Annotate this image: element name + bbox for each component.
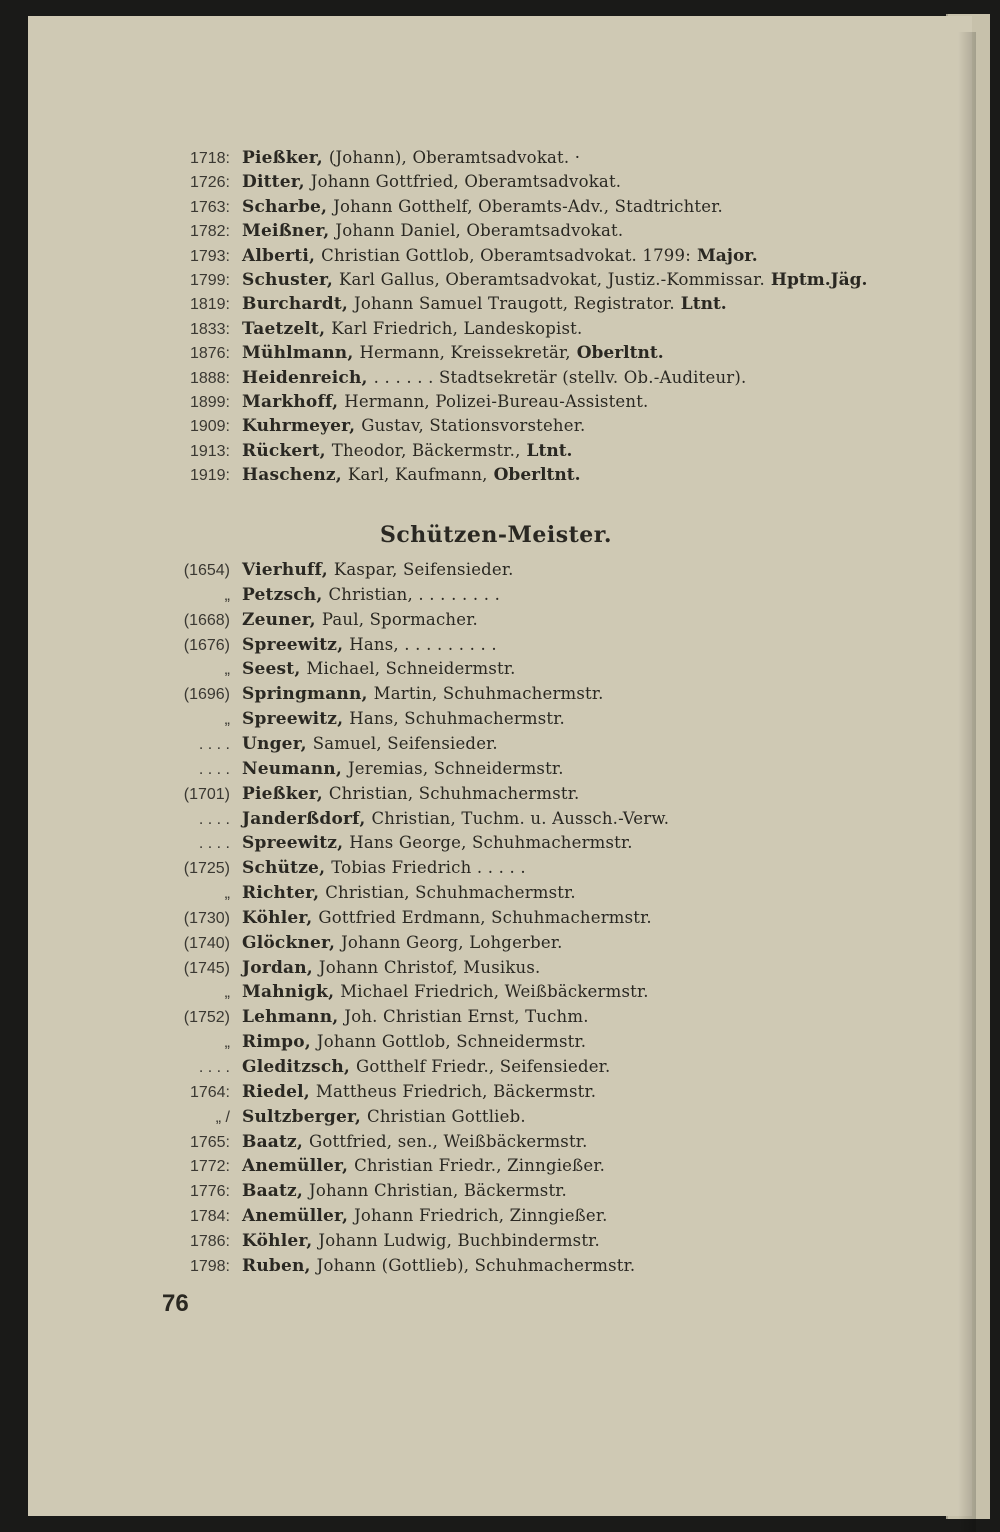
- entry-rank: Oberltnt.: [493, 465, 581, 486]
- list-item: [150, 784, 585, 809]
- list-item: [150, 197, 729, 222]
- list-item: [150, 221, 629, 246]
- entry-year: 1913:: [189, 442, 230, 460]
- entry-details: Johann Georg, Lohgerber.: [341, 932, 563, 952]
- entry-year: 1718:: [189, 150, 230, 167]
- list-item: [150, 833, 639, 858]
- entry-name: Vierhuff,: [242, 560, 328, 580]
- entry-details: Hans, Schuhmachermstr.: [349, 709, 565, 729]
- list-item: [150, 368, 752, 393]
- list-item: [150, 1057, 616, 1082]
- list-item: [150, 1156, 611, 1181]
- entry-year: 1819:: [189, 296, 230, 314]
- entry-details: Hermann, Polizei-Bureau-Assistent.: [344, 392, 649, 411]
- list-item: [150, 734, 504, 759]
- entry-details: Christian, Schuhmachermstr.: [328, 783, 580, 803]
- entry-details: Karl, Kaufmann,: [347, 465, 488, 485]
- entry-year: . . . .: [198, 835, 230, 853]
- entry-year: 1786:: [189, 1232, 230, 1250]
- entry-details: Johann Christian, Bäckermstr.: [309, 1181, 568, 1201]
- entry-name: Spreewitz,: [242, 634, 344, 655]
- entry-details: Johann Ludwig, Buchbindermstr.: [318, 1230, 600, 1250]
- entry-year: 1776:: [189, 1183, 230, 1201]
- entry-name: Baatz,: [242, 1131, 304, 1152]
- list-item: [150, 610, 484, 635]
- entry-name: Rückert,: [242, 440, 326, 461]
- list-item: [150, 635, 503, 660]
- entry-details: Tobias Friedrich . . . . .: [331, 858, 526, 878]
- entry-year: 1793:: [189, 247, 230, 265]
- list-item: [150, 270, 867, 295]
- list-item: [150, 1132, 594, 1157]
- entry-name: Ditter,: [242, 172, 305, 193]
- entry-year: . . . .: [198, 760, 230, 778]
- entry-name: Mahnigk,: [242, 982, 335, 1003]
- entry-year: 1798:: [189, 1257, 230, 1275]
- list-item: [150, 416, 591, 441]
- list-item: [150, 958, 547, 983]
- entry-year: (1745): [183, 959, 230, 977]
- entry-details: Gottfried Erdmann, Schuhmachermstr.: [318, 907, 652, 927]
- list-item: [150, 465, 581, 490]
- entry-details: Johann Christof, Musikus.: [318, 957, 541, 977]
- entry-name: Pießker,: [242, 783, 323, 804]
- entry-details: Johann Gottlob, Schneidermstr.: [316, 1032, 587, 1052]
- list-item: [150, 684, 610, 709]
- list-item: [150, 1082, 602, 1107]
- entry-details: Christian, Tuchm. u. Aussch.-Verw.: [371, 808, 670, 828]
- entry-year: (1740): [183, 934, 230, 952]
- list-item: [150, 1032, 592, 1057]
- entry-year: 1899:: [189, 394, 230, 411]
- entry-year: 1763:: [189, 198, 230, 216]
- list-item: [150, 1206, 614, 1231]
- entry-name: Sultzberger,: [242, 1106, 362, 1127]
- entry-name: Gleditzsch,: [242, 1057, 351, 1077]
- entry-name: Janderßdorf,: [242, 808, 366, 829]
- entry-details: Hans George, Schuhmachermstr.: [349, 833, 633, 853]
- list-item: [150, 392, 655, 417]
- entry-rank: Ltnt.: [526, 440, 573, 461]
- entry-year: 1876:: [189, 345, 230, 363]
- entry-name: Springmann,: [242, 684, 368, 705]
- entry-year: (1701): [183, 785, 230, 803]
- entry-details: Gustav, Stationsvorsteher.: [361, 416, 586, 436]
- entry-details: Joh. Christian Ernst, Tuchm.: [344, 1007, 589, 1027]
- entry-name: Neumann,: [242, 758, 342, 779]
- entry-year: „ /: [215, 1108, 230, 1126]
- list-item: [150, 709, 571, 734]
- entry-year: „: [224, 885, 230, 903]
- entry-name: Baatz,: [242, 1181, 304, 1202]
- entry-details: Johann Friedrich, Zinngießer.: [354, 1206, 608, 1226]
- entry-name: Burchardt,: [242, 294, 349, 315]
- entry-details: Christian Gottlieb.: [367, 1106, 526, 1126]
- entry-year: 1919:: [189, 467, 230, 485]
- entry-details: Gotthelf Friedr., Seifensieder.: [356, 1057, 611, 1076]
- entry-year: (1668): [183, 611, 230, 629]
- list-item: [150, 585, 506, 610]
- entry-details: Martin, Schuhmachermstr.: [373, 684, 604, 704]
- entry-details: Jeremias, Schneidermstr.: [347, 758, 564, 778]
- entry-year: 1888:: [189, 369, 230, 387]
- entry-rank: Major.: [696, 245, 758, 266]
- entry-name: Riedel,: [242, 1081, 310, 1102]
- entry-details: Johann Daniel, Oberamtsadvokat.: [335, 221, 624, 241]
- entry-name: Pießker,: [242, 148, 323, 168]
- entry-year: (1730): [183, 909, 230, 927]
- entry-year: „: [224, 1034, 230, 1052]
- list-item: [150, 908, 658, 933]
- list-item: [150, 759, 570, 784]
- page-number: 76: [162, 1290, 189, 1317]
- entry-year: 1764:: [189, 1083, 230, 1101]
- list-item: [150, 933, 569, 958]
- list-item: [150, 883, 582, 908]
- entry-name: Spreewitz,: [242, 709, 344, 730]
- entry-details: Kaspar, Seifensieder.: [333, 560, 514, 579]
- entry-details: Paul, Spormacher.: [321, 609, 478, 629]
- entry-name: Meißner,: [242, 221, 330, 242]
- entry-name: Kuhrmeyer,: [242, 416, 356, 437]
- entry-name: Unger,: [242, 733, 307, 754]
- entry-year: 1765:: [189, 1133, 230, 1151]
- entry-year: „: [224, 661, 230, 679]
- entry-details: Hans, . . . . . . . . .: [349, 634, 497, 654]
- entry-details: Karl Friedrich, Landeskopist.: [331, 318, 583, 338]
- list-item: [150, 1007, 595, 1032]
- entry-year: (1696): [183, 686, 230, 704]
- list-item: [150, 246, 758, 271]
- entry-year: 1799:: [189, 272, 230, 289]
- entry-details: Theodor, Bäckermstr.,: [331, 440, 521, 460]
- entry-details: (Johann), Oberamtsadvokat. ·: [328, 148, 581, 167]
- entry-name: Seest,: [242, 659, 301, 680]
- entry-name: Markhoff,: [242, 392, 339, 412]
- entry-details: Christian, Schuhmachermstr.: [325, 883, 576, 903]
- entry-year: 1833:: [189, 320, 230, 338]
- entry-details: Christian, . . . . . . . .: [328, 584, 501, 604]
- list-item: [150, 294, 727, 319]
- list-item: [150, 319, 588, 344]
- list-item: [150, 1231, 606, 1256]
- entry-details: Johann Gotthelf, Oberamts-Adv., Stadtrichter.: [333, 196, 723, 216]
- entry-details: Mattheus Friedrich, Bäckermstr.: [315, 1081, 597, 1101]
- entry-year: „: [224, 984, 230, 1002]
- entry-year: . . . .: [198, 810, 230, 828]
- entry-name: Schuster,: [242, 270, 334, 290]
- entry-year: 1782:: [189, 223, 230, 241]
- entry-name: Richter,: [242, 883, 320, 904]
- entry-details: Johann Gottfried, Oberamtsadvokat.: [310, 172, 622, 192]
- entry-name: Heidenreich,: [242, 367, 368, 388]
- entry-name: Zeuner,: [242, 609, 316, 630]
- list-item: [150, 1256, 641, 1281]
- list-item: [150, 560, 520, 585]
- entry-details: Gottfried, sen., Weißbäckermstr.: [309, 1131, 588, 1151]
- entry-year: 1772:: [189, 1158, 230, 1176]
- entry-name: Spreewitz,: [242, 833, 344, 854]
- list-item: [150, 858, 532, 883]
- section-heading: Schützen-Meister.: [380, 522, 613, 548]
- entry-name: Köhler,: [242, 1230, 313, 1251]
- list-item: [150, 982, 655, 1007]
- entry-name: Scharbe,: [242, 196, 328, 217]
- entry-details: Hermann, Kreissekretär,: [359, 343, 571, 363]
- entry-name: Haschenz,: [242, 465, 342, 486]
- list-item: [150, 441, 572, 466]
- list-item: [150, 172, 627, 197]
- list-item: [150, 659, 522, 684]
- entry-name: Petzsch,: [242, 584, 323, 605]
- entry-details: Christian Gottlob, Oberamtsadvokat. 1799:: [321, 245, 691, 265]
- entry-year: (1654): [183, 562, 230, 579]
- entry-name: Ruben,: [242, 1255, 311, 1276]
- entry-name: Anemüller,: [242, 1156, 349, 1177]
- entry-name: Lehmann,: [242, 1007, 339, 1028]
- entry-details: Christian Friedr., Zinngießer.: [354, 1156, 606, 1176]
- entry-details: Michael, Schneidermstr.: [306, 659, 516, 679]
- entry-name: Glöckner,: [242, 932, 336, 953]
- list-item: [150, 1181, 573, 1206]
- list-item: [150, 343, 664, 368]
- entry-name: Schütze,: [242, 858, 326, 879]
- entry-name: Alberti,: [242, 245, 316, 266]
- entry-year: (1725): [183, 860, 230, 878]
- entry-year: . . . .: [198, 1059, 230, 1076]
- list-item: [150, 148, 586, 173]
- entry-rank: Oberltnt.: [576, 343, 664, 364]
- list-item: [150, 809, 675, 834]
- entry-rank: Ltnt.: [680, 294, 727, 315]
- entry-name: Anemüller,: [242, 1206, 349, 1227]
- entry-details: Johann Samuel Traugott, Registrator.: [354, 294, 675, 314]
- entry-year: „: [224, 711, 230, 729]
- entry-year: (1676): [183, 636, 230, 654]
- entry-details: . . . . . . Stadtsekretär (stellv. Ob.-Auditeur).: [373, 367, 747, 387]
- list-item: [150, 1107, 532, 1132]
- entry-name: Jordan,: [242, 957, 313, 978]
- entry-details: Samuel, Seifensieder.: [312, 733, 498, 753]
- entry-details: Michael Friedrich, Weißbäckermstr.: [340, 982, 649, 1002]
- entry-rank: Hptm.Jäg.: [770, 270, 868, 290]
- entry-name: Mühlmann,: [242, 343, 354, 364]
- entry-year: (1752): [183, 1009, 230, 1027]
- entry-year: . . . .: [198, 735, 230, 753]
- entry-year: „: [224, 586, 230, 604]
- entry-year: 1784:: [189, 1208, 230, 1226]
- entry-year: 1726:: [189, 174, 230, 192]
- entry-name: Köhler,: [242, 907, 313, 928]
- entry-name: Rimpo,: [242, 1032, 311, 1053]
- entry-name: Taetzelt,: [242, 318, 326, 339]
- entry-details: Johann (Gottlieb), Schuhmachermstr.: [316, 1255, 636, 1275]
- page-gutter-shadow: [958, 32, 976, 1532]
- entry-details: Karl Gallus, Oberamtsadvokat, Justiz.-Kommissar.: [339, 270, 765, 289]
- entry-year: 1909:: [189, 418, 230, 436]
